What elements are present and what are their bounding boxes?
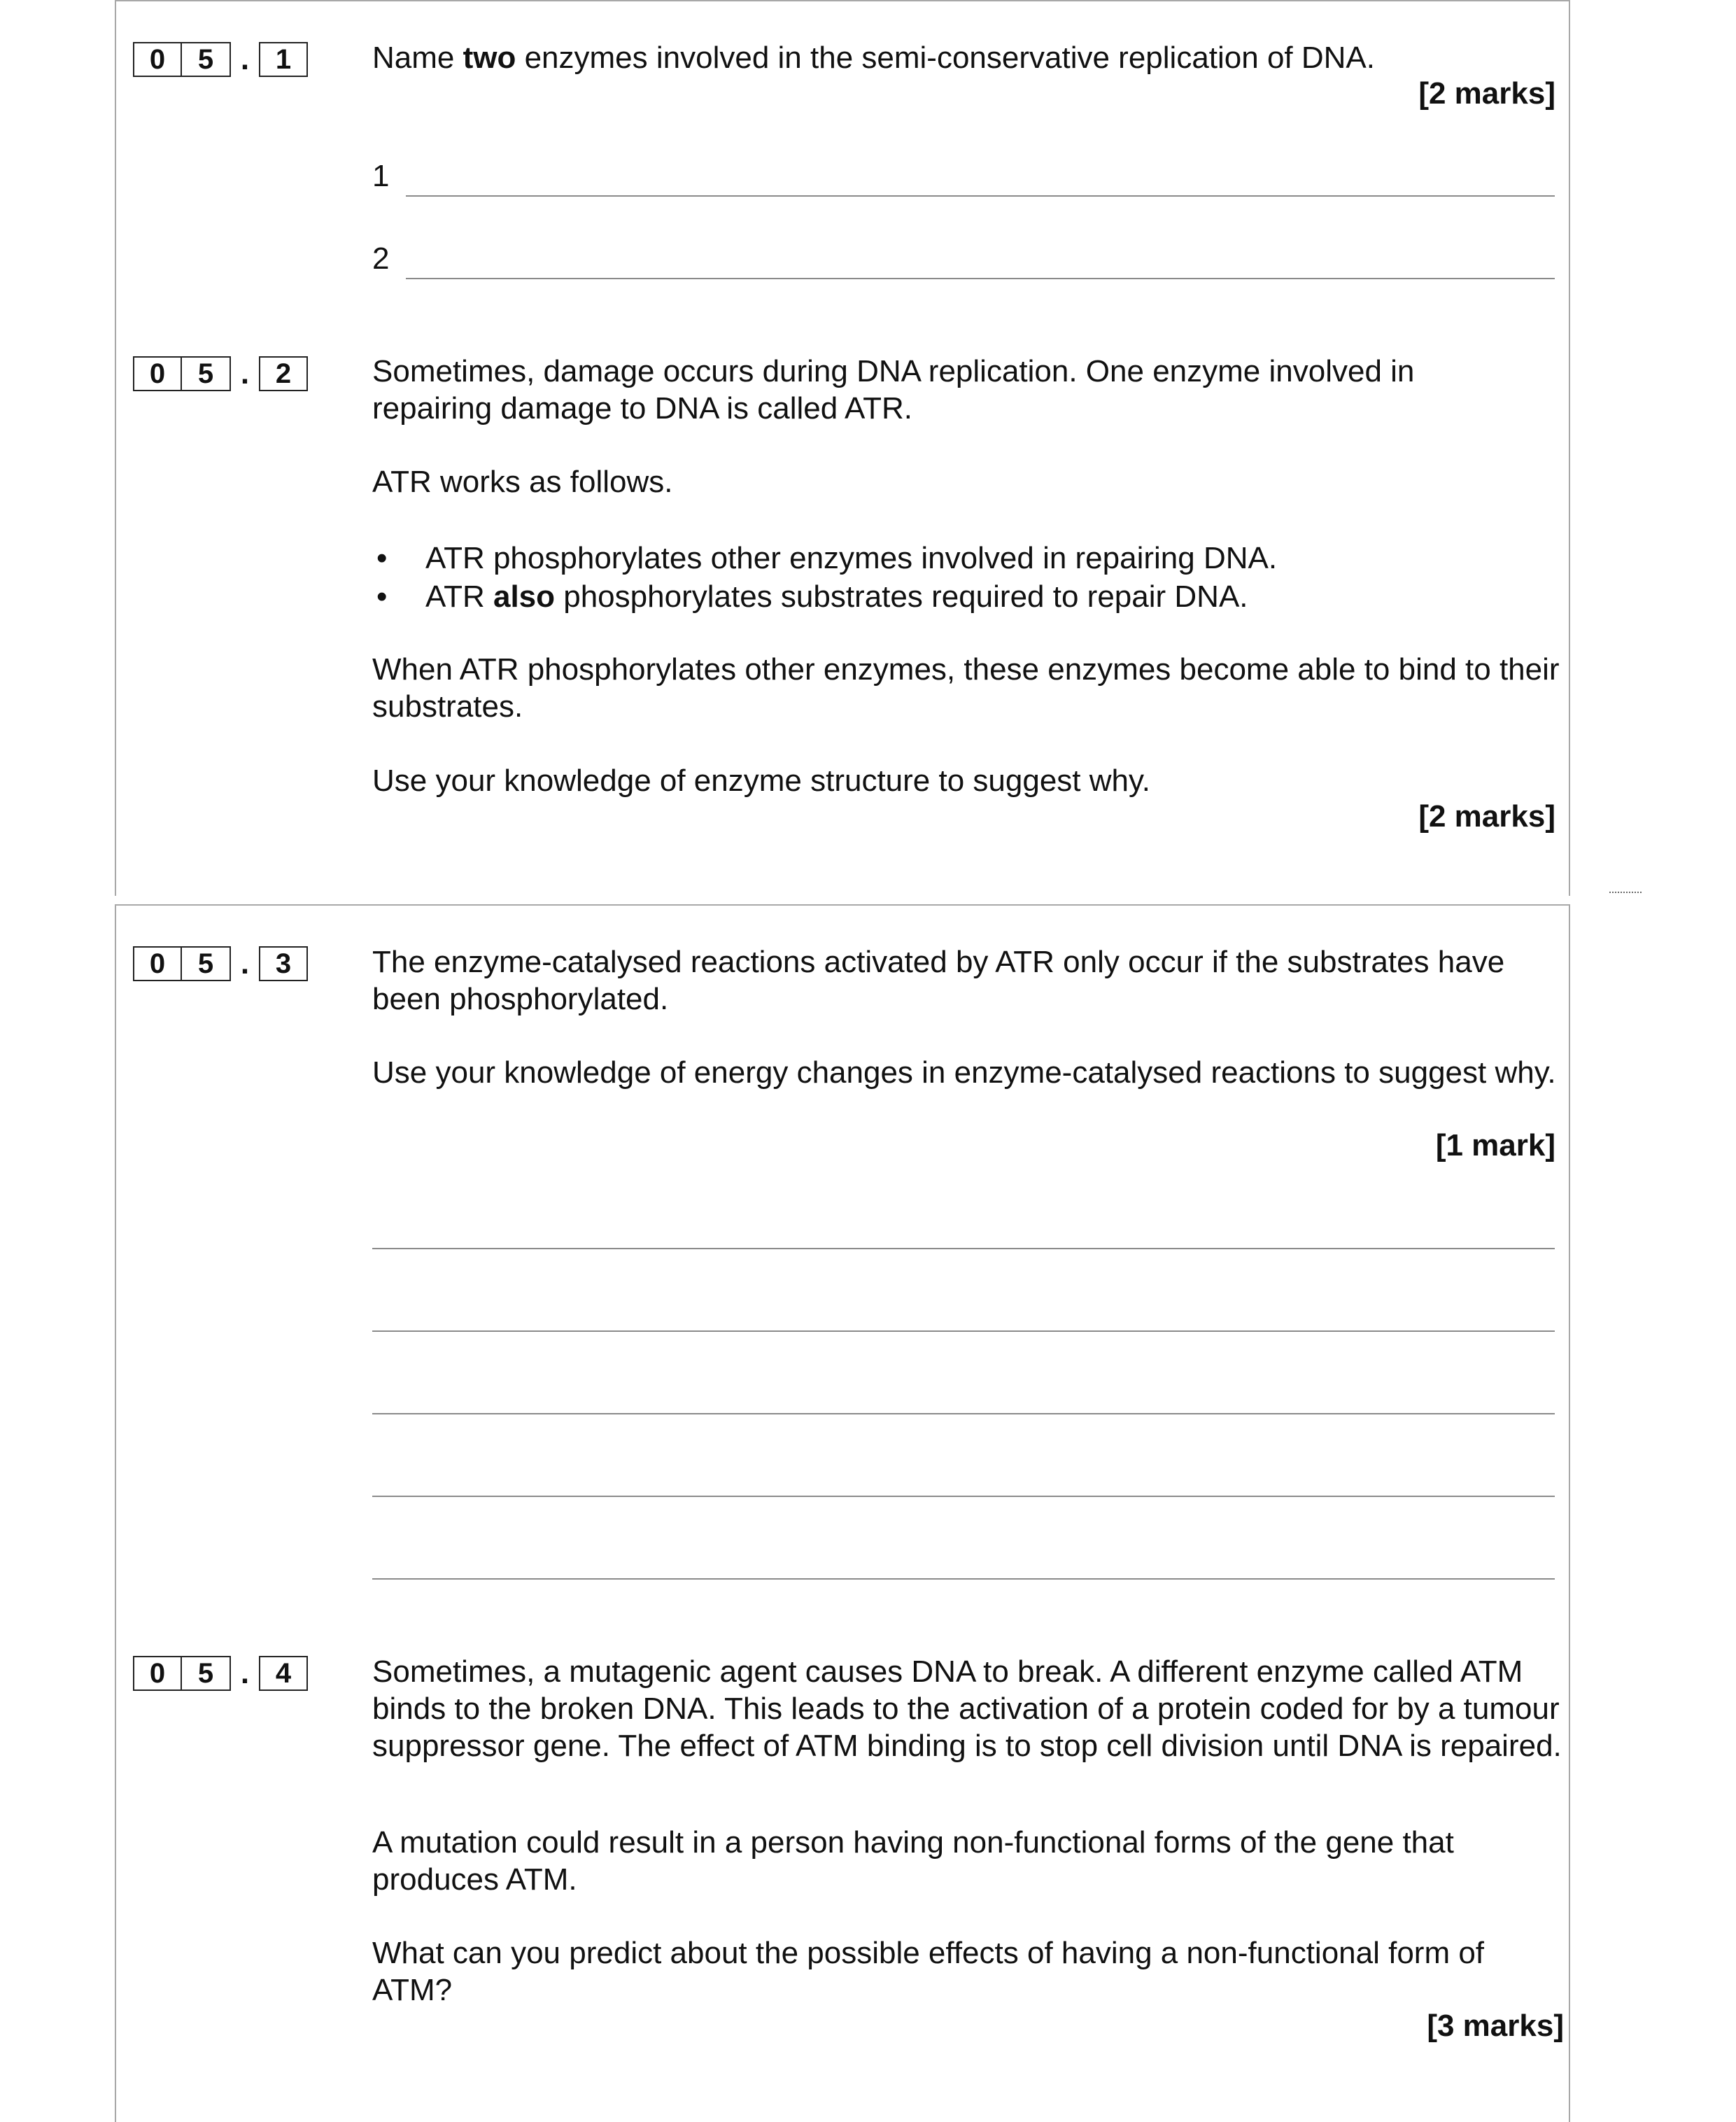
text-part: ATR bbox=[425, 579, 493, 614]
text-part: phosphorylates substrates required to repair DNA. bbox=[555, 579, 1248, 614]
question-number-05-3 bbox=[133, 946, 308, 982]
qnum-digit: 3 bbox=[259, 946, 308, 981]
qnum-digit: 4 bbox=[259, 1656, 308, 1691]
marks-05-4: [3 marks] bbox=[1427, 2009, 1564, 2043]
question-05-4-para: A mutation could result in a person having non-functional forms of the gene that produces ATM. bbox=[372, 1825, 1454, 1897]
atr-bullet-list bbox=[372, 539, 1562, 616]
marks-05-1: [2 marks] bbox=[1418, 76, 1555, 111]
text-emphasis: two bbox=[463, 41, 516, 75]
qnum-dot: . bbox=[240, 42, 250, 76]
question-number-05-2 bbox=[133, 356, 308, 392]
question-05-1-text bbox=[372, 39, 1576, 76]
qnum-digit: 5 bbox=[182, 356, 231, 391]
answer-line[interactable] bbox=[372, 1330, 1555, 1332]
qnum-digit: 1 bbox=[259, 42, 308, 77]
question-05-2-prompt: Use your knowledge of enzyme structure to suggest why. bbox=[372, 764, 1150, 798]
qnum-dot: . bbox=[240, 1656, 250, 1690]
answer-line[interactable] bbox=[372, 1496, 1555, 1497]
marks-05-3: [1 mark] bbox=[1435, 1128, 1555, 1162]
text-part: Name bbox=[372, 41, 463, 75]
question-05-2-para: ATR works as follows. bbox=[372, 465, 673, 499]
question-05-2-para: When ATR phosphorylates other enzymes, these enzymes become able to bind to their substrates. bbox=[372, 652, 1560, 724]
answer-label-2: 2 bbox=[372, 241, 390, 276]
question-number-05-4 bbox=[133, 1655, 308, 1692]
bullet-item bbox=[372, 577, 1562, 616]
question-panel-top bbox=[115, 0, 1570, 896]
qnum-dot: . bbox=[240, 946, 250, 981]
text-emphasis: also bbox=[493, 579, 556, 614]
question-05-3-prompt: Use your knowledge of energy changes in enzyme-catalysed reactions to suggest why. bbox=[372, 1055, 1556, 1090]
question-05-3-intro: The enzyme-catalysed reactions activated by ATR only occur if the substrates have been phosphorylated. bbox=[372, 945, 1505, 1016]
qnum-digit: 5 bbox=[182, 946, 231, 981]
qnum-digit: 2 bbox=[259, 356, 308, 391]
question-05-2-intro: Sometimes, damage occurs during DNA replication. One enzyme involved in repairing damage to DNA is called ATR. bbox=[372, 354, 1415, 426]
bullet-item: • ATR phosphorylates other enzymes involved in repairing DNA. bbox=[372, 539, 1562, 577]
answer-label-1: 1 bbox=[372, 159, 390, 193]
answer-line-1[interactable] bbox=[406, 195, 1555, 197]
qnum-digit: 5 bbox=[182, 1656, 231, 1691]
question-number-05-1 bbox=[133, 41, 308, 78]
marks-05-2: [2 marks] bbox=[1418, 799, 1555, 834]
qnum-digit: 0 bbox=[133, 42, 182, 77]
answer-line[interactable] bbox=[372, 1413, 1555, 1414]
answer-line-2[interactable] bbox=[406, 278, 1555, 279]
answer-line[interactable] bbox=[372, 1578, 1555, 1580]
question-05-4-intro: Sometimes, a mutagenic agent causes DNA to break. A different enzyme called ATM binds to the broken DNA. This leads to the activation of a protein coded for by a tumour suppressor gene. The effect of ATM binding is to stop cell division until DNA is repaired. bbox=[372, 1654, 1562, 1763]
answer-line[interactable] bbox=[372, 1248, 1555, 1249]
qnum-digit: 0 bbox=[133, 946, 182, 981]
margin-mark bbox=[1609, 892, 1642, 893]
qnum-digit: 5 bbox=[182, 42, 231, 77]
qnum-digit: 0 bbox=[133, 356, 182, 391]
qnum-digit: 0 bbox=[133, 1656, 182, 1691]
question-05-4-prompt: What can you predict about the possible effects of having a non-functional form of ATM? bbox=[372, 1936, 1485, 2007]
qnum-dot: . bbox=[240, 356, 250, 391]
text-part: enzymes involved in the semi-conservative replication of DNA. bbox=[516, 41, 1375, 75]
